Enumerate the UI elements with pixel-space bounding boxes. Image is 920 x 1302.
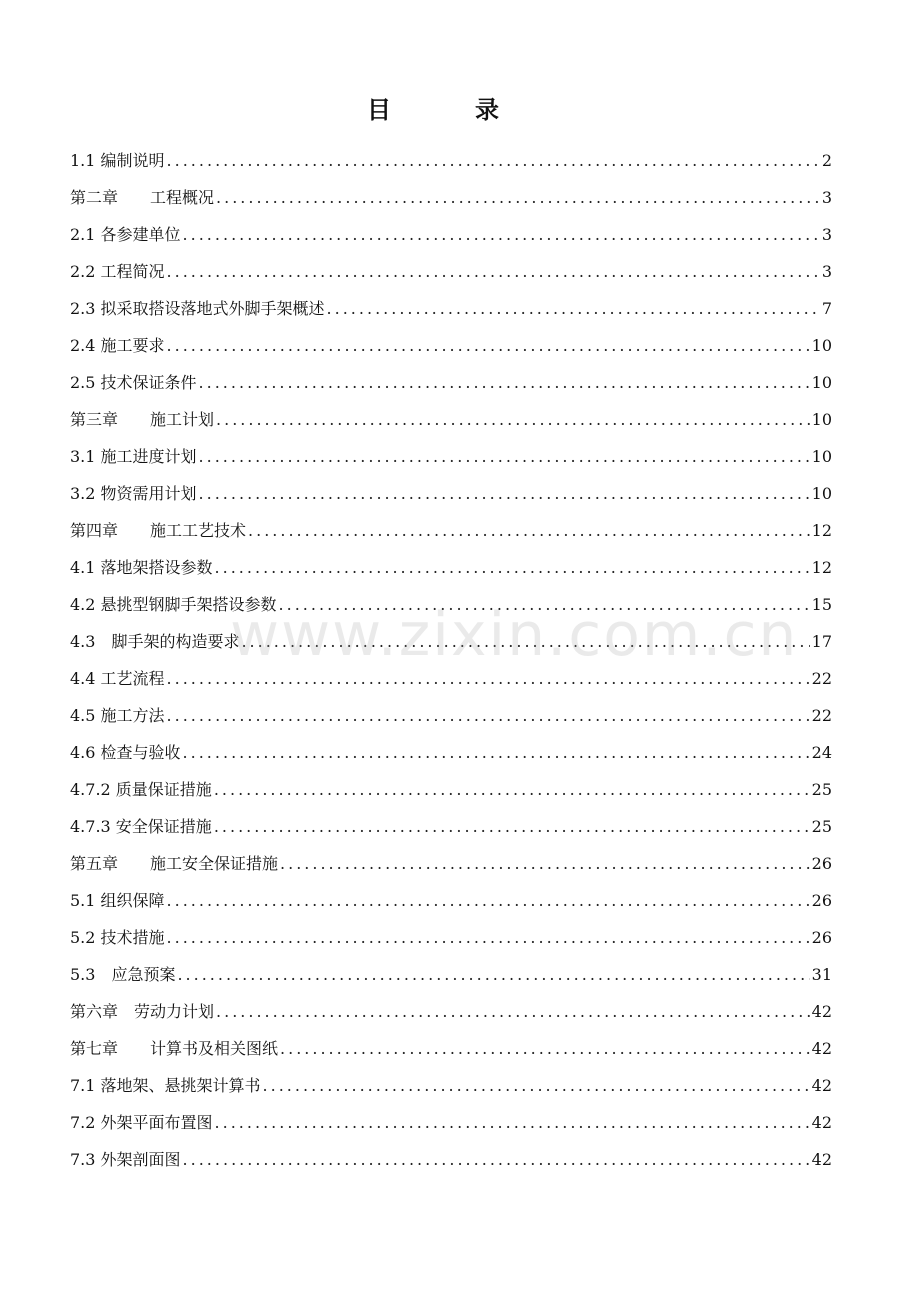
toc-dot-leader [183,1149,810,1171]
toc-entry-page-number: 10 [811,484,832,503]
toc-dot-leader [327,298,820,320]
toc-entry-page-number: 3 [821,262,832,281]
toc-entry[interactable] [70,653,832,690]
toc-entry-page-number: 22 [811,669,832,688]
toc-dot-leader [216,1001,810,1023]
toc-entry[interactable] [70,468,832,505]
toc-dot-leader [215,557,810,579]
toc-entry-page-number: 2 [821,151,832,170]
toc-dot-leader [248,520,810,542]
toc-dot-leader [280,1038,810,1060]
toc-entry-label: 4.7.2 质量保证措施 [70,780,212,799]
toc-dot-leader [167,261,820,283]
toc-entry-label: 5.2 技术措施 [70,928,165,947]
toc-entry[interactable] [70,1134,832,1171]
toc-dot-leader [167,335,810,357]
toc-entry[interactable] [70,1023,832,1060]
toc-entry-label: 2.1 各参建单位 [70,225,181,244]
toc-entry-label: 第六章 劳动力计划 [70,1002,215,1021]
toc-dot-leader [167,705,810,727]
toc-entry-label: 3.2 物资需用计划 [70,484,197,503]
toc-entry[interactable] [70,838,832,875]
toc-entry[interactable] [70,690,832,727]
toc-dot-leader [216,187,820,209]
toc-entry-page-number: 12 [811,521,832,540]
toc-entry-page-number: 25 [811,817,832,836]
toc-entry-label: 4.3 脚手架的构造要求 [70,632,240,651]
toc-dot-leader [183,742,810,764]
toc-entry-page-number: 42 [811,1002,832,1021]
toc-dot-leader [167,668,810,690]
toc-entry[interactable] [70,209,832,246]
toc-entry-label: 第二章 工程概况 [70,188,215,207]
toc-entry-label: 2.5 技术保证条件 [70,373,197,392]
toc-entry-label: 第三章 施工计划 [70,410,215,429]
toc-entry-label: 7.3 外架剖面图 [70,1150,181,1169]
toc-entry-label: 2.3 拟采取搭设落地式外脚手架概述 [70,299,325,318]
toc-title: 目 录 [367,95,529,124]
toc-entry-label: 5.3 应急预案 [70,965,176,984]
toc-dot-leader [167,890,810,912]
toc-entry-label: 4.6 检查与验收 [70,743,181,762]
toc-entry-page-number: 26 [811,891,832,910]
toc-entry[interactable] [70,801,832,838]
toc-entry-page-number: 12 [811,558,832,577]
toc-entry-page-number: 10 [811,410,832,429]
toc-entry[interactable] [70,505,832,542]
toc-entry-page-number: 7 [821,299,832,318]
toc-entry-label: 4.5 施工方法 [70,706,165,725]
toc-entry-page-number: 10 [811,447,832,466]
toc-entry-page-number: 42 [811,1113,832,1132]
toc-entry-label: 2.2 工程简况 [70,262,165,281]
toc-entry-label: 4.4 工艺流程 [70,669,165,688]
toc-entry-label: 7.1 落地架、悬挑架计算书 [70,1076,261,1095]
toc-entry[interactable] [70,875,832,912]
toc-entry[interactable] [70,431,832,468]
toc-entry[interactable] [70,542,832,579]
table-of-contents [70,135,832,1171]
toc-entry-label: 5.1 组织保障 [70,891,165,910]
toc-entry-page-number: 3 [821,188,832,207]
toc-dot-leader [183,224,820,246]
watermark: www.zixin.com.cn [230,600,799,670]
toc-entry[interactable] [70,1060,832,1097]
toc-entry-label: 第七章 计算书及相关图纸 [70,1039,279,1058]
toc-entry[interactable] [70,764,832,801]
toc-entry-page-number: 26 [811,928,832,947]
toc-dot-leader [199,446,810,468]
toc-entry[interactable] [70,616,832,653]
toc-entry-page-number: 42 [811,1076,832,1095]
toc-entry[interactable] [70,727,832,764]
toc-entry-label: 3.1 施工进度计划 [70,447,197,466]
toc-entry[interactable] [70,949,832,986]
toc-entry-page-number: 10 [811,373,832,392]
toc-entry[interactable] [70,135,832,172]
toc-entry[interactable] [70,246,832,283]
toc-entry-label: 1.1 编制说明 [70,151,165,170]
toc-dot-leader [215,1112,810,1134]
toc-dot-leader [263,1075,810,1097]
toc-dot-leader [214,816,810,838]
toc-entry-label: 4.2 悬挑型钢脚手架搭设参数 [70,595,277,614]
toc-entry-label: 第五章 施工安全保证措施 [70,854,279,873]
toc-dot-leader [199,483,810,505]
toc-entry-page-number: 42 [811,1150,832,1169]
toc-entry-page-number: 17 [811,632,832,651]
toc-entry-label: 第四章 施工工艺技术 [70,521,247,540]
toc-entry-page-number: 3 [821,225,832,244]
toc-dot-leader [241,631,809,653]
toc-dot-leader [279,594,810,616]
toc-entry[interactable] [70,320,832,357]
toc-dot-leader [167,150,820,172]
toc-dot-leader [280,853,810,875]
toc-entry-page-number: 25 [811,780,832,799]
toc-dot-leader [167,927,810,949]
toc-dot-leader [216,409,810,431]
toc-dot-leader [214,779,810,801]
toc-entry-label: 4.1 落地架搭设参数 [70,558,213,577]
toc-entry-label: 2.4 施工要求 [70,336,165,355]
toc-entry-page-number: 31 [811,965,832,984]
toc-entry-page-number: 22 [811,706,832,725]
toc-entry[interactable] [70,394,832,431]
toc-entry-page-number: 24 [811,743,832,762]
toc-entry[interactable] [70,912,832,949]
toc-entry-page-number: 15 [811,595,832,614]
toc-entry-page-number: 10 [811,336,832,355]
toc-entry-page-number: 42 [811,1039,832,1058]
toc-dot-leader [199,372,810,394]
toc-entry-label: 7.2 外架平面布置图 [70,1113,213,1132]
toc-entry[interactable] [70,986,832,1023]
toc-entry[interactable] [70,283,832,320]
toc-entry[interactable] [70,579,832,616]
toc-entry[interactable] [70,357,832,394]
toc-entry-label: 4.7.3 安全保证措施 [70,817,212,836]
toc-entry[interactable] [70,172,832,209]
toc-entry[interactable] [70,1097,832,1134]
toc-entry-page-number: 26 [811,854,832,873]
toc-dot-leader [177,964,809,986]
